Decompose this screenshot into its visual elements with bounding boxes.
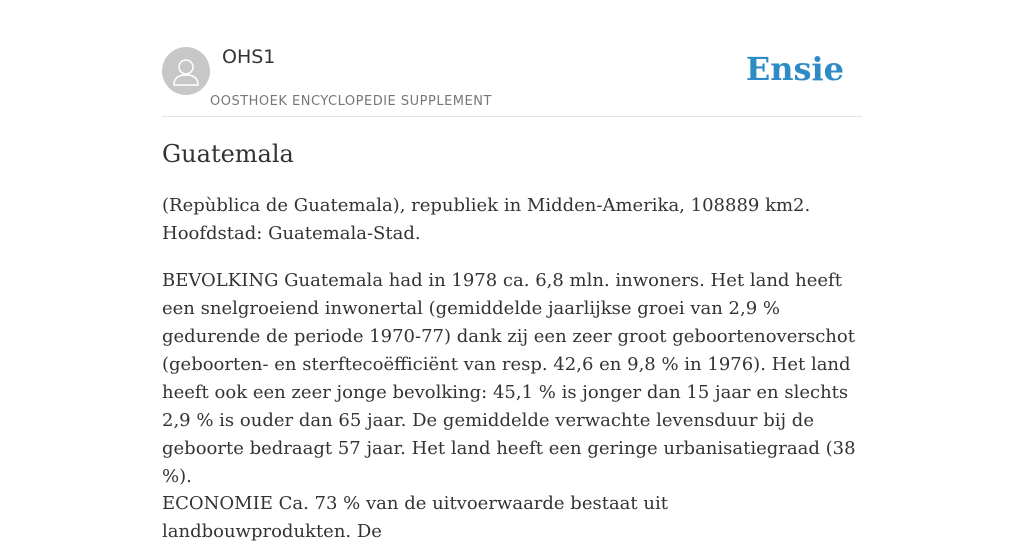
author-name[interactable]: OHS1	[222, 46, 276, 68]
avatar[interactable]	[162, 47, 210, 95]
page-container	[162, 0, 862, 542]
site-logo[interactable]: Ensie	[745, 50, 844, 88]
article-paragraph: (Repùblica de Guatemala), republiek in Midden-Amerika, 108889 km2. Hoofdstad: Guatemala-Stad.	[162, 195, 811, 244]
article-header	[162, 0, 862, 117]
article-paragraph: ECONOMIE Ca. 73 % van de uitvoerwaarde bestaat uit landbouwprodukten. De	[162, 493, 668, 542]
article-paragraph: BEVOLKING Guatemala had in 1978 ca. 6,8 mln. inwoners. Het land heeft een snelgroeiend inwonertal (gemiddelde jaarlijkse groei van 2,9 % gedurende de periode 1970-77) dank zij een zeer groot geboortenoverschot (geboorten- en sterftecoëfficiënt van resp. 42,6 en 9,8 % in 1976). Het land heeft ook een zeer jonge bevolking: 45,1 % is jonger dan 15 jaar en slechts 2,9 % is ouder dan 65 jaar. De gemiddelde verwachte levensduur bij de geboorte bedraagt 57 jaar. Het land heeft een geringe urbanisatiegraad (38 %).	[162, 270, 856, 487]
page-title: Guatemala	[162, 140, 294, 168]
user-icon	[162, 47, 210, 95]
source-label[interactable]: OOSTHOEK ENCYCLOPEDIE SUPPLEMENT	[210, 94, 492, 109]
